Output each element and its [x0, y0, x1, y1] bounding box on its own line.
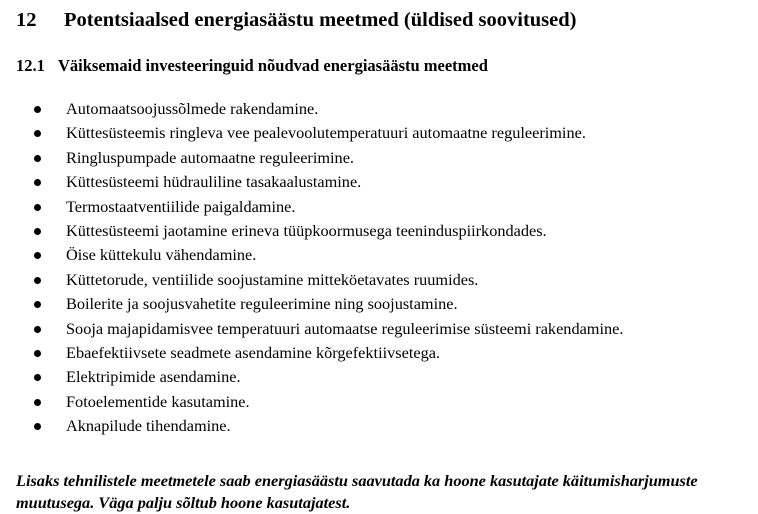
list-item	[0, 292, 623, 316]
bullet-icon	[34, 301, 41, 308]
bullet-icon	[34, 106, 41, 113]
bullet-icon	[34, 326, 41, 333]
list-item-text: Aknapilude tihendamine.	[66, 416, 231, 436]
list-item-text: Küttesüsteemi hüdrauliline tasakaalustamine.	[66, 172, 362, 192]
list-item-text: Ebaefektiivsete seadmete asendamine kõrgefektiivsetega.	[66, 342, 441, 362]
list-item	[0, 341, 623, 365]
list-item-text: Küttesüsteemis ringleva vee pealevoolutemperatuuri automaatne reguleerimine.	[66, 123, 586, 143]
list-item	[0, 243, 623, 267]
list-item	[0, 146, 623, 170]
list-item	[0, 195, 623, 219]
list-item-text: Küttesüsteemi jaotamine erineva tüüpkoormusega teeninduspiirkondades.	[66, 220, 547, 240]
bullet-icon	[34, 399, 41, 406]
bullet-icon	[34, 130, 41, 137]
subsection-title: Väiksemaid investeeringuid nõudvad energiasäästu meetmed	[58, 56, 488, 75]
bullet-icon	[34, 204, 41, 211]
measures-list	[0, 97, 623, 438]
list-item	[0, 219, 623, 243]
list-item	[0, 170, 623, 194]
bullet-icon	[34, 277, 41, 284]
list-item-text: Küttetorude, ventiilide soojustamine mitteköetavates ruumides.	[66, 269, 479, 289]
list-item-text: Sooja majapidamisvee temperatuuri automaatse reguleerimise süsteemi rakendamine.	[66, 318, 624, 338]
bullet-icon	[34, 179, 41, 186]
list-item-text: Termostaatventiilide paigaldamine.	[66, 196, 296, 216]
bullet-icon	[34, 374, 41, 381]
section-heading	[16, 6, 576, 34]
list-item	[0, 414, 623, 438]
list-item-text: Ringluspumpade automaatne reguleerimine.	[66, 147, 354, 167]
list-item	[0, 268, 623, 292]
section-number: 12	[16, 9, 37, 31]
list-item	[0, 390, 623, 414]
bullet-icon	[34, 155, 41, 162]
bullet-icon	[34, 252, 41, 259]
list-item	[0, 317, 623, 341]
list-item-text: Elektripimide asendamine.	[66, 367, 241, 387]
list-item	[0, 121, 623, 145]
list-item	[0, 97, 623, 121]
closing-note: Lisaks tehnilistele meetmetele saab energiasäästu saavutada ka hoone kasutajate käitumisharjumuste muutusega. Väga palju sõltub hoone kasutajatest.	[16, 471, 698, 513]
bullet-icon	[34, 423, 41, 430]
list-item-text: Automaatsoojussõlmede rakendamine.	[66, 99, 319, 118]
list-item-text: Fotoelementide kasutamine.	[66, 391, 250, 411]
list-item-text: Boilerite ja soojusvahetite reguleerimine ning soojustamine.	[66, 294, 458, 314]
subsection-number: 12.1	[16, 56, 45, 75]
bullet-icon	[34, 228, 41, 235]
bullet-icon	[34, 350, 41, 357]
list-item	[0, 365, 623, 389]
list-item-text: Öise küttekulu vähendamine.	[66, 245, 257, 265]
section-title: Potentsiaalsed energiasäästu meetmed (üldised soovitused)	[64, 9, 577, 31]
subsection-heading	[16, 55, 488, 77]
